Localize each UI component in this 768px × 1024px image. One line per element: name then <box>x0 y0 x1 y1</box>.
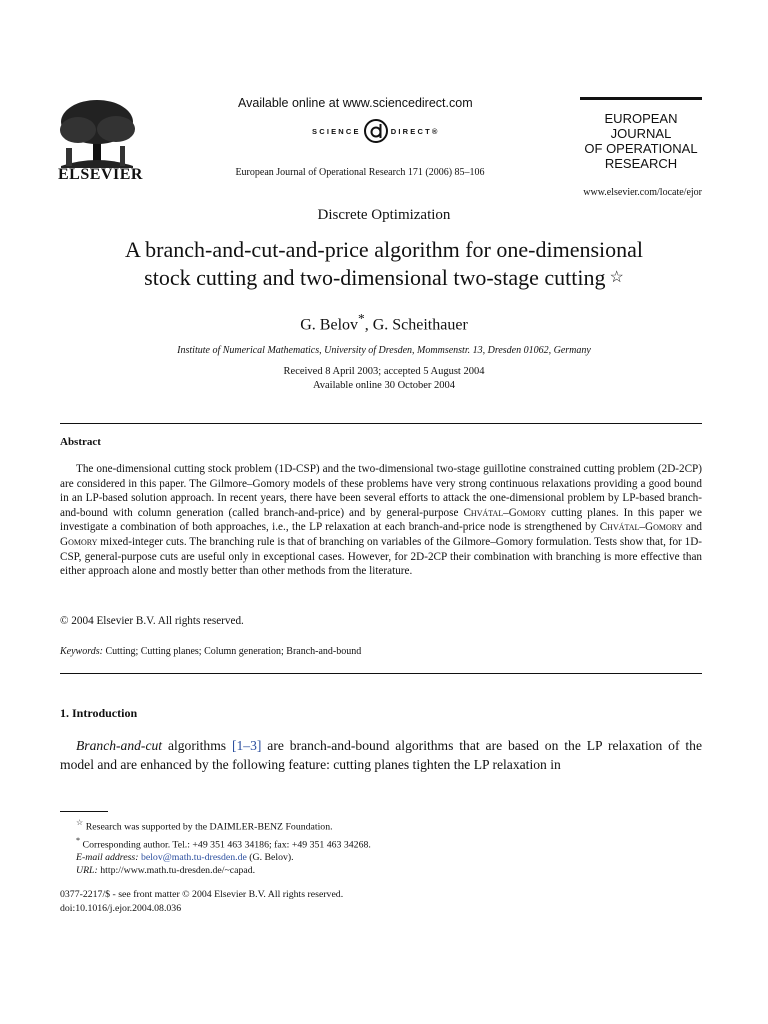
available-date: Available online 30 October 2004 <box>312 380 456 391</box>
footnote-text: Research was supported by the DAIMLER-BENZ Foundation. <box>85 821 333 833</box>
author-belov[interactable]: G. Belov <box>300 316 359 334</box>
keywords <box>60 646 361 657</box>
available-online-text[interactable]: Available online at www.sciencedirect.com <box>238 96 473 110</box>
email-label: E-mail address: <box>76 852 139 864</box>
sd-left-word: SCIENCE <box>312 126 361 136</box>
citation-text: European Journal of Operational Research 171 (2006) 85–106 <box>235 167 485 178</box>
citation-link[interactable]: [1–3] <box>231 738 262 753</box>
author-scheithauer[interactable]: G. Scheithauer <box>372 316 468 334</box>
footnote-rule <box>60 811 108 812</box>
abstract-top-rule <box>60 423 702 424</box>
issn-line: 0377-2217/$ - see front matter © 2004 Elsevier B.V. All rights reserved. <box>60 889 344 900</box>
footnote-corresponding <box>76 834 371 852</box>
sciencedirect-at-icon <box>363 118 389 144</box>
journal-line: OF OPERATIONAL <box>584 141 698 156</box>
author-list <box>0 311 768 334</box>
keywords-text: Cutting; Cutting planes; Column generation; Branch-and-bound <box>102 646 362 657</box>
introduction-heading: 1. Introduction <box>60 706 138 720</box>
abstract-bottom-rule <box>60 673 702 674</box>
footnote-mark: ☆ <box>76 818 84 827</box>
email-link[interactable]: belov@math.tu-dresden.de <box>140 852 247 864</box>
footnote-text: Corresponding author. Tel.: +49 351 463 34186; fax: +49 351 463 34268. <box>82 838 371 850</box>
page-footer <box>60 888 343 916</box>
abstract-part: mixed-integer cuts. The branching rule is that of branching on variables of the Gilmore–Gomory formulation. Tests show that, for 1D-CSP, general-purpose cuts are useful only in exceptional cases. However, for 2D-2CP their combination with branching is more effective than either approach alone and mostly better than other methods from the literature. <box>60 535 702 578</box>
sd-right-word: DIRECT <box>390 126 432 136</box>
url-text[interactable]: http://www.math.tu-dresden.de/~capad. <box>97 865 256 877</box>
received-date: Received 8 April 2003; accepted 5 August 2004 <box>283 366 485 377</box>
journal-rule <box>580 97 702 100</box>
publisher-name: ELSEVIER <box>58 166 143 183</box>
sd-registered-mark: ® <box>431 126 440 136</box>
journal-line: EUROPEAN <box>604 111 678 126</box>
abstract-heading: Abstract <box>60 436 101 448</box>
author-separator: , <box>364 316 373 334</box>
sciencedirect-logo <box>312 118 440 144</box>
footnote-funding <box>76 816 371 834</box>
footnote-url <box>76 864 371 877</box>
abstract-part: and <box>682 521 703 534</box>
title-star-footnote-mark[interactable]: ☆ <box>609 269 624 286</box>
title-line-2 <box>40 264 728 292</box>
email-tail: (G. Belov). <box>246 852 294 864</box>
abstract-copyright: © 2004 Elsevier B.V. All rights reserved. <box>60 615 244 627</box>
article-dates <box>0 365 768 393</box>
abstract-smallcaps: Chvátal–Gomory <box>599 521 683 534</box>
keywords-label: Keywords: <box>60 646 103 657</box>
abstract-text <box>60 462 702 579</box>
affiliation: Institute of Numerical Mathematics, University of Dresden, Mommsenstr. 13, Dresden 01062, Germany <box>177 345 591 356</box>
intro-part: are branch-and-bound algorithms that are based on the LP relaxation of the model and are enhanced by the following feature: cutting planes tighten the LP relaxation in <box>60 738 702 772</box>
title-line-1: A branch-and-cut-and-price algorithm for one-dimensional <box>124 237 644 262</box>
journal-url-link[interactable]: www.elsevier.com/locate/ejor <box>583 187 702 198</box>
article-title <box>40 236 728 292</box>
url-label: URL: <box>76 865 98 877</box>
doi-line[interactable]: doi:10.1016/j.ejor.2004.08.036 <box>60 903 182 914</box>
footnote-email <box>76 851 371 864</box>
introduction-text <box>60 736 702 774</box>
footnote-mark: * <box>76 835 81 845</box>
abstract-smallcaps: Chvátal–Gomory <box>463 506 547 519</box>
abstract-smallcaps: Gomory <box>60 535 98 548</box>
journal-line: RESEARCH <box>604 156 678 171</box>
section-heading: Discrete Optimization <box>317 207 451 223</box>
footnotes <box>76 816 371 878</box>
intro-part: algorithms <box>162 738 232 753</box>
abstract-part: cutting planes. In this paper we investigate a combination of both approaches, i.e., the LP relaxation at each branch-and-price node is strengthened by <box>60 506 702 534</box>
title-line-2-text: stock cutting and two-dimensional two-stage cutting <box>144 265 606 290</box>
abstract-part: The one-dimensional cutting stock problem (1D-CSP) and the two-dimensional two-stage guillotine constrained cutting problem (2D-2CP) are considered in this paper. The Gilmore–Gomory models of these problems have very strong continuous relaxations providing a good bound in an LP-based solution approach. In recent years, there have been several efforts to attack the one-dimensional problem by LP-based branch-and-bound with column generation (called branch-and-price) and by general-purpose <box>60 463 702 519</box>
corresponding-author-mark[interactable]: * <box>358 311 365 326</box>
journal-line: JOURNAL <box>610 126 672 141</box>
journal-name <box>580 111 702 171</box>
intro-emphasis: Branch-and-cut <box>76 738 163 753</box>
